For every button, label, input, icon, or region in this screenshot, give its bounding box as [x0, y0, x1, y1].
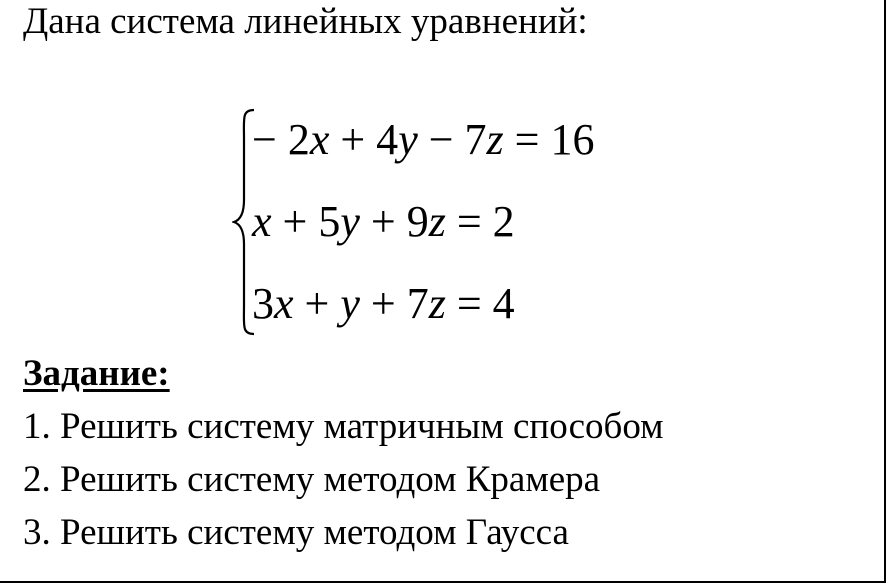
- variable: y: [398, 115, 418, 164]
- equation-term: + 5: [271, 197, 341, 246]
- equation-1: [252, 110, 595, 170]
- variable: z: [428, 197, 446, 246]
- equation-term: = 2: [445, 197, 515, 246]
- variable: y: [340, 279, 360, 328]
- intro-text: Дана система линейных уравнений:: [23, 1, 588, 42]
- task-item-1: 1. Решить систему матричным способом: [23, 406, 664, 447]
- task-item-3: 3. Решить систему методом Гаусса: [23, 512, 569, 553]
- equation-3: [252, 274, 515, 334]
- equation-term: + 7: [359, 279, 429, 328]
- variable: y: [340, 197, 360, 246]
- equation-term: +: [293, 279, 341, 328]
- equation-system: [232, 106, 702, 336]
- equation-term: = 4: [445, 279, 515, 328]
- task-list: [23, 400, 664, 559]
- equation-term: − 7: [417, 115, 487, 164]
- equation-term: + 4: [329, 115, 399, 164]
- equation-term: 3: [252, 279, 274, 328]
- variable: x: [252, 197, 272, 246]
- equation-2: [252, 192, 515, 252]
- variable: z: [486, 115, 504, 164]
- task-heading: Задание:: [23, 353, 170, 394]
- task-item-2: 2. Решить систему методом Крамера: [23, 459, 601, 500]
- equation-term: + 9: [359, 197, 429, 246]
- equation-term: − 2: [252, 115, 310, 164]
- variable: x: [309, 115, 330, 164]
- equation-term: = 16: [503, 115, 595, 164]
- variable: x: [274, 279, 294, 328]
- variable: z: [428, 279, 446, 328]
